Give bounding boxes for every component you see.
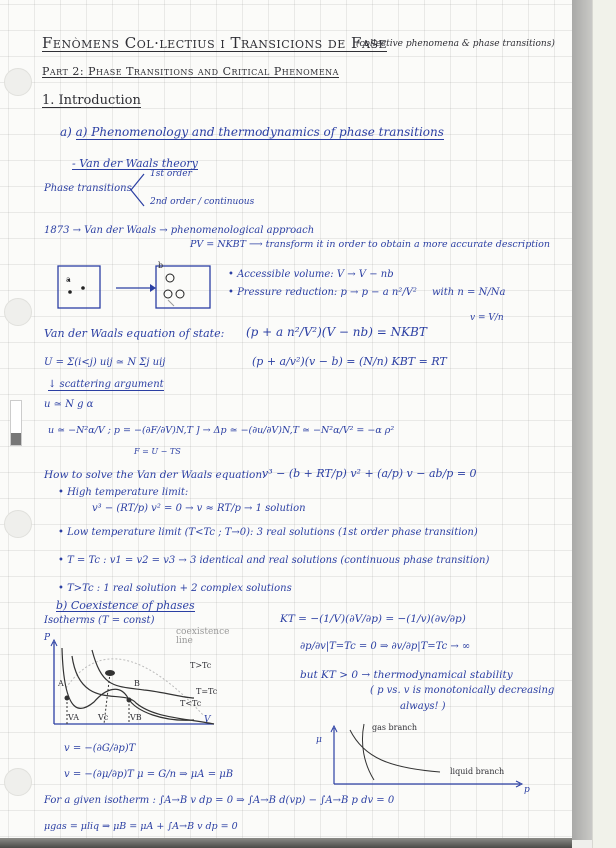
stability-note: but KT > 0 → thermodynamical stability (300, 669, 513, 681)
scanner-stamp (10, 400, 22, 446)
high-temp-label: • High temperature limit: (58, 487, 189, 498)
second-order-label: 2nd order / continuous (150, 197, 255, 207)
isotherms-label: Isotherms (T = const) (44, 615, 155, 626)
free-energy: F = U − TS (134, 447, 181, 456)
series-label-above: T>Tc (190, 661, 212, 670)
particle-diagram (56, 261, 226, 314)
chemical-potential-relation: v = −(∂μ/∂p)T μ = G/n ⇒ μA = μB (64, 769, 234, 780)
vdw-equation: (p + a n²/V²)(V − nb) = NKBT (246, 325, 427, 339)
series-label-below: T<Tc (180, 699, 202, 708)
series-label-critical: T=Tc (196, 687, 218, 696)
point-a-label: A (58, 679, 64, 688)
accessible-volume: • Accessible volume: V → V − nb (228, 269, 394, 280)
molar-equation: (p + a/v²)(v − b) = (N/n) KBT = RT (252, 355, 447, 368)
coexistence-label: coexistence line (176, 627, 230, 646)
punch-hole (4, 510, 32, 538)
pressure-chain: u ≃ −N²α/V ; p = −(∂F/∂V)N,T ] → Δp ≃ −(∂u/∂V)N,T ≃ −N²α/V² = −α ρ² (48, 425, 395, 436)
solve-label: How to solve the Van der Waals equation: (44, 469, 266, 481)
chemical-potential-chart (330, 724, 530, 790)
tick-va: VA (68, 713, 80, 722)
u-approx: u ≃ N g α (44, 399, 94, 410)
diagram-label-a: a (66, 275, 71, 284)
punch-hole (4, 68, 32, 96)
binding-strip (572, 0, 592, 840)
phase-transitions-label: Phase transitions (44, 183, 132, 194)
page-edge (592, 0, 616, 848)
scattering-argument: ↓ scattering argument (48, 379, 164, 390)
energy-sum: U = Σ(i<j) uij ≃ N Σj uij (44, 357, 166, 368)
low-temp-limit: • Low temperature limit (T<Tc ; T→0): 3 real solutions (1st order phase transition) (58, 527, 478, 538)
critical-derivative: ∂p/∂v|T=Tc = 0 ⇒ ∂v/∂p|T=Tc → ∞ (300, 641, 471, 652)
axis-p-lower-label: p (524, 785, 530, 795)
subsection-a-text: a) Phenomenology and thermodynamics of phase transitions (75, 125, 444, 139)
critical-temp: • T = Tc : v1 = v2 = v3 → 3 identical and real solutions (continuous phase transition) (58, 555, 490, 566)
gas-branch-label: gas branch (372, 723, 418, 732)
cubic-equation: v³ − (b + RT/p) v² + (a/p) v − ab/p = 0 (262, 467, 477, 480)
volume-derivative: v = −(∂G/∂p)T (64, 743, 136, 754)
v-definition: v = V/n (470, 313, 504, 323)
part-title: Part 2: Phase Transitions and Critical Phenomena (42, 65, 339, 78)
axis-mu-label: μ (316, 735, 322, 745)
diagram-label-b: b (158, 261, 164, 270)
brace-icon (128, 172, 148, 210)
page-subtitle: (collective phenomena & phase transitions) (356, 39, 555, 49)
tick-vc: Vc (98, 713, 109, 722)
compressibility: KT = −(1/V)(∂V/∂p) = −(1/v)(∂v/∂p) (280, 613, 466, 625)
axis-p-label: P (44, 633, 51, 643)
axis-v-label: V (204, 715, 211, 725)
page-title: Fenòmens Col·lectius i Transicions de Fase (42, 34, 387, 52)
punch-hole (4, 768, 32, 796)
high-temp-equation: v³ − (RT/p) v² = 0 → v ≈ RT/p → 1 solution (92, 503, 306, 514)
history-note: 1873 → Van der Waals → phenomenological approach (44, 225, 315, 236)
monotonic-note: ( p vs. v is monotonically decreasing (370, 685, 555, 696)
liquid-branch-label: liquid branch (450, 767, 505, 776)
eos-label: Van der Waals equation of state: (44, 327, 225, 340)
high-temp-solutions: • T>Tc : 1 real solution + 2 complex solutions (58, 583, 292, 594)
n-definition: with n = N/Na (432, 287, 506, 298)
vdw-theory-heading: - Van der Waals theory (72, 157, 198, 170)
maxwell-construction: μgas = μliq ⇒ μB = μA + ∫A→B v dp = 0 (44, 821, 238, 832)
first-order-label: 1st order (150, 169, 192, 179)
subsection-b: b) Coexistence of phases (56, 599, 195, 612)
subsection-a: a) a) Phenomenology and thermodynamics of phase transitions (60, 125, 444, 139)
point-b-label: B (134, 679, 140, 688)
isotherm-integral: For a given isotherm : ∫A→B v dp = 0 ⇒ ∫A→B d(vp) − ∫A→B p dv = 0 (44, 795, 395, 806)
punch-hole (4, 298, 32, 326)
always-note: always! ) (400, 701, 446, 712)
tick-vb: VB (130, 713, 142, 722)
pressure-reduction: • Pressure reduction: p → p − a n²/V² (228, 287, 417, 298)
section-heading: 1. Introduction (42, 93, 141, 108)
scan-shadow (0, 838, 572, 848)
ideal-gas-note: PV = NKBT ⟶ transform it in order to obtain a more accurate description (190, 239, 550, 250)
